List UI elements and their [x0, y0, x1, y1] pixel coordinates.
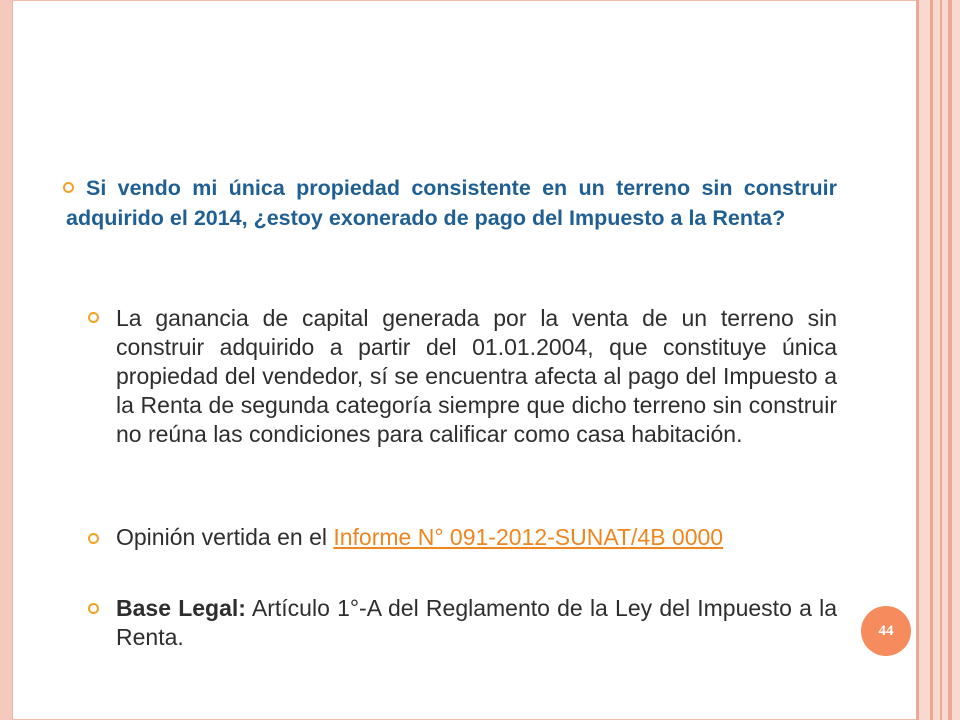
top-frame-line	[12, 0, 916, 1]
answer-text: La ganancia de capital generada por la venta de un terreno sin construir adquirido a partir del 01.01.2004, que constituye única propiedad del vendedor, sí se encuentra afecta al pago del Impuesto a la Renta de segunda categoría siempre que dicho terreno sin construir no reúna las condiciones para calificar como casa habitación.	[116, 305, 837, 447]
report-link[interactable]: Informe N° 091-2012-SUNAT/4B 0000	[333, 524, 724, 550]
page-number-badge	[861, 606, 911, 656]
frame-stripe	[916, 0, 919, 720]
frame-stripe	[940, 0, 942, 720]
page-number: 44	[878, 622, 894, 639]
legal-basis-paragraph	[116, 594, 837, 652]
answer-paragraph	[116, 304, 837, 449]
opinion-paragraph	[116, 523, 837, 552]
legal-basis-text: Artículo 1°-A del Reglamento de la Ley del Impuesto a la Renta.	[116, 595, 837, 650]
legal-basis-label: Base Legal:	[116, 595, 246, 621]
opinion-prefix: Opinión vertida en el	[116, 524, 334, 550]
bullet-icon	[88, 603, 99, 614]
right-frame-border	[916, 0, 960, 720]
bullet-icon	[88, 533, 99, 544]
bullet-icon	[88, 312, 99, 323]
frame-stripe	[930, 0, 933, 720]
frame-stripe	[948, 0, 952, 720]
question-text: Si vendo mi única propiedad consistente en un terreno sin construir adquirido el 2014, ¿estoy exonerado de pago del Impuesto a la Renta?	[66, 176, 837, 230]
left-frame-border	[0, 0, 13, 720]
question-heading	[66, 173, 837, 233]
